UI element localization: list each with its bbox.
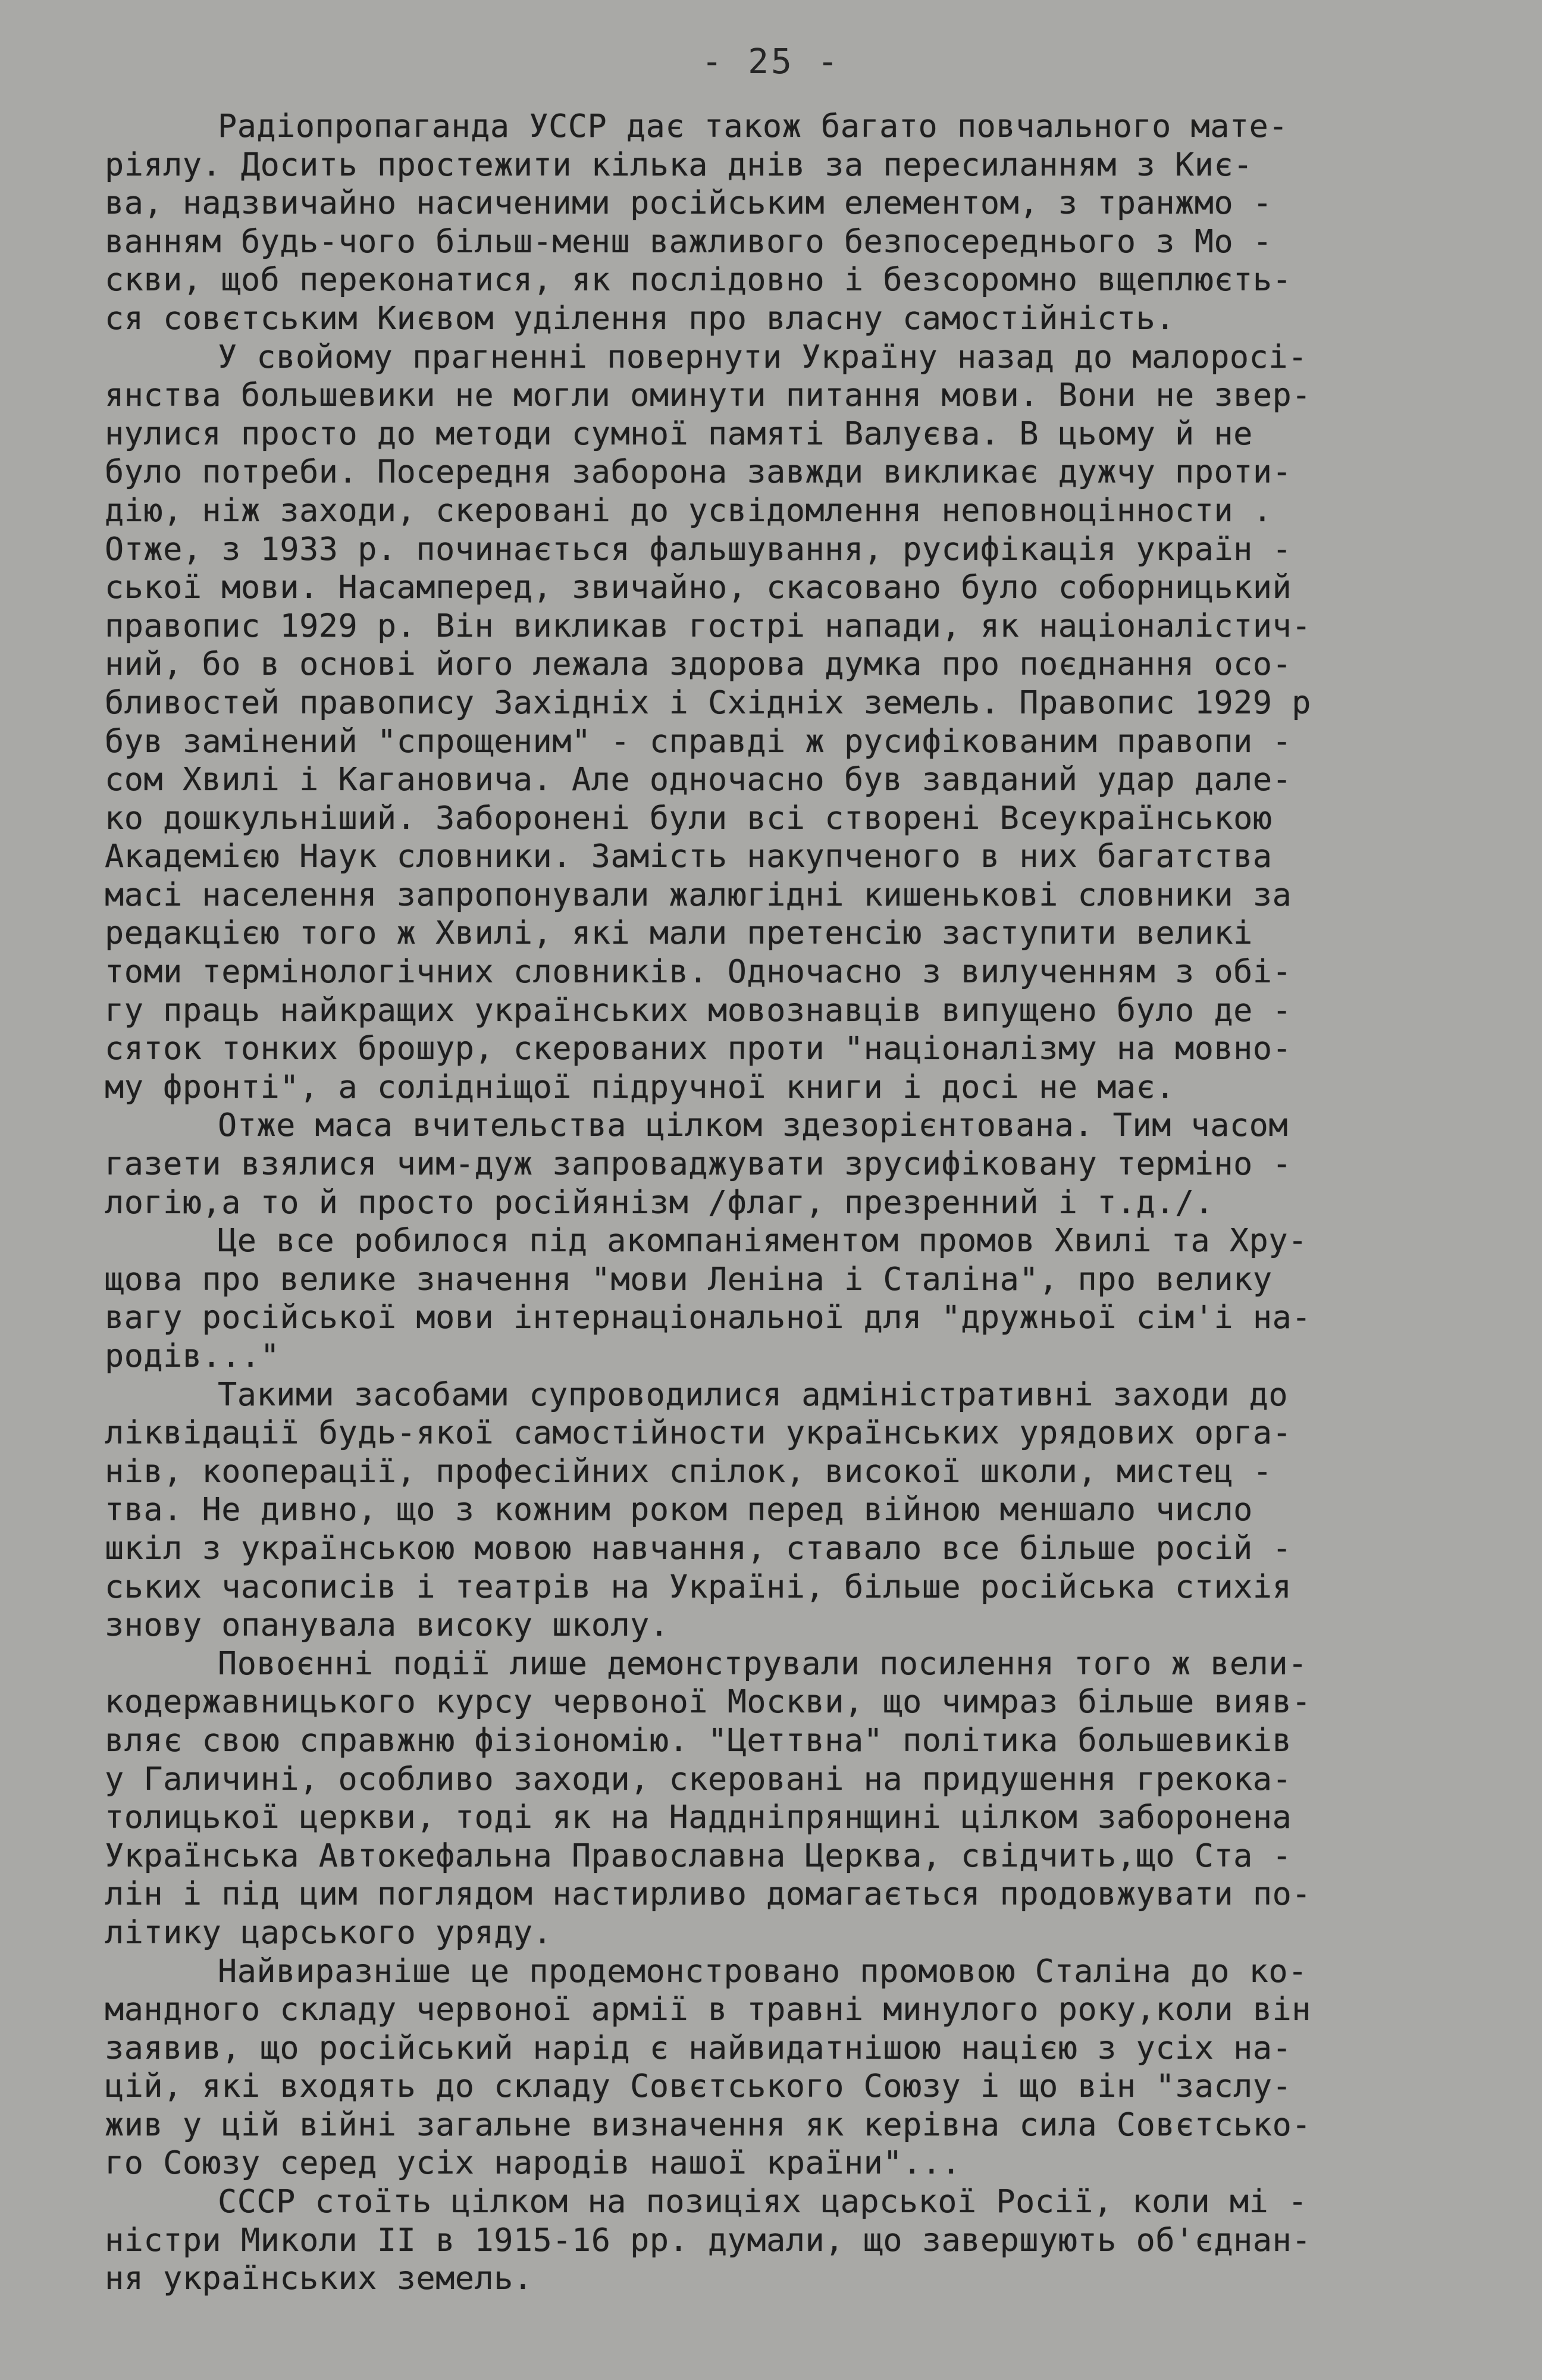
text-line: заявив, що російський нарід є найвидатнішою нацією з усіх на- [105, 2028, 1292, 2066]
text-line: літику царського уряду. [105, 1913, 553, 1951]
text-line: ня українських земель. [105, 2259, 533, 2297]
text-line: мандного складу червоної армії в травні минулого року,коли він [105, 1990, 1312, 2028]
text-line: щова про велике значення "мови Леніна і Сталіна", про велику [105, 1260, 1273, 1298]
text-line: нулися просто до методи сумної памяті Валуєва. В цьому й не [105, 414, 1253, 452]
paragraph [105, 1222, 1461, 1375]
text-line: вляє свою справжню фізіономію. "Цеттвна" політика большевиків [105, 1721, 1292, 1759]
text-line: ріялу. Досить простежити кілька днів за пересиланням з Киє- [105, 145, 1253, 183]
text-line: було потреби. Посередня заборона завжди викликає дужчу проти- [105, 453, 1292, 491]
text-line: правопис 1929 р. Він викликав гострі напади, як націоналістич- [105, 606, 1312, 644]
text-line: ко дошкульніший. Заборонені були всі створені Всеукраїнською [105, 798, 1273, 837]
text-line: бливостей правопису Західніх і Східніх земель. Правопис 1929 р [105, 683, 1312, 721]
text-line: гу праць найкращих українських мовознавців випущено було де - [105, 991, 1292, 1029]
paragraph [105, 1106, 1461, 1222]
text-line: жив у цій війні загальне визначення як керівна сила Совєтсько- [105, 2105, 1312, 2143]
text-line: ванням будь-чого більш-менш важливого безпосереднього з Мо - [105, 222, 1273, 260]
text-line: був замінений "спрощеним" - справді ж русифікованим правопи - [105, 722, 1292, 760]
text-line: Такими засобами супроводилися адміністративні заходи до [218, 1375, 1289, 1413]
text-line: ліквідації будь-якої самостійности українських урядових орга- [105, 1414, 1292, 1452]
text-line: родів..." [105, 1337, 280, 1374]
text-line: шкіл з українською мовою навчання, ставало все більше росій - [105, 1529, 1292, 1567]
text-line: кодержавницького курсу червоної Москви, що чимраз більше вияв- [105, 1683, 1312, 1721]
paragraph [105, 1645, 1461, 1952]
text-line: янства большевики не могли оминути питання мови. Вони не звер- [105, 376, 1312, 414]
text-line: тва. Не дивно, що з кожним роком перед війною меншало число [105, 1490, 1253, 1529]
text-line: знову опанувала високу школу. [105, 1606, 669, 1644]
text-line: СССР стоїть цілком на позиціях царської Росії, коли мі - [218, 2182, 1308, 2221]
text-line: нів, кооперації, професійних спілок, високої школи, мистец - [105, 1452, 1273, 1490]
text-line: Українська Автокефальна Православна Церква, свідчить,що Ста - [105, 1836, 1292, 1874]
text-line: толицької церкви, тоді як на Наддніпрянщині цілком заборонена [105, 1798, 1292, 1836]
text-line: ської мови. Насамперед, звичайно, скасовано було соборницький [105, 568, 1292, 606]
text-line: вагу російської мови інтернаціональної для "дружньої сім'і на- [105, 1298, 1312, 1336]
text-line: ських часописів і театрів на Україні, більше російська стихія [105, 1567, 1292, 1605]
page-number: - 25 - [701, 41, 841, 82]
text-line: Це все робилося під акомпаніяментом промов Хвилі та Хру- [218, 1222, 1308, 1260]
text-line: сом Хвилі і Кагановича. Але одночасно був завданий удар дале- [105, 760, 1292, 798]
text-line: го Союзу серед усіх народів нашої країни"... [105, 2144, 961, 2182]
text-line: У свойому прагненні повернути Україну назад до малоросі- [218, 337, 1308, 375]
text-line: Повоєнні події лише демонстрували посилення того ж вели- [218, 1644, 1308, 1682]
paragraph [105, 2182, 1461, 2298]
text-line: лін і під цим поглядом настирливо домагається продовжувати по- [105, 1875, 1312, 1913]
text-line: му фронті", а солідніщої підручної книги і досі не має. [105, 1067, 1176, 1106]
text-line: дію, ніж заходи, скеровані до усвідомлення неповноцінности . [105, 491, 1273, 529]
text-line: ний, бо в основі його лежала здорова думка про поєднання осо- [105, 645, 1292, 683]
text-line: Отже маса вчительства цілком здезорієнтована. Тим часом [218, 1106, 1289, 1144]
text-line: ся совєтським Києвом уділення про власну самостійність. [105, 299, 1176, 337]
text-line: газети взялися чим-дуж запроваджувати зрусифіковану терміно - [105, 1145, 1292, 1183]
text-line: ва, надзвичайно насиченими російським елементом, з транжмо - [105, 184, 1273, 222]
text-line: ністри Миколи II в 1915-16 рр. думали, що завершують об'єднан- [105, 2221, 1312, 2259]
text-line: Найвиразніше це продемонстровано промовою Сталіна до ко- [218, 1952, 1308, 1990]
paragraph [105, 1952, 1461, 2183]
paragraph [105, 107, 1461, 338]
text-line: сяток тонких брошур, скерованих проти "націоналізму на мовно- [105, 1029, 1292, 1067]
body-text [105, 107, 1461, 2298]
text-line: логію,а то й просто російянізм /флаг, презренний і т.д./. [105, 1183, 1214, 1221]
text-line: Радіопропаганда УССР дає також багато повчального мате- [218, 107, 1289, 145]
text-line: масі населення запропонували жалюгідні кишенькові словники за [105, 875, 1292, 913]
text-line: Отже, з 1933 р. починається фальшування, русифікація україн - [105, 530, 1292, 568]
text-line: редакцією того ж Хвилі, які мали претенсію заступити великі [105, 914, 1253, 952]
paragraph [105, 338, 1461, 1107]
text-line: цій, які входять до складу Совєтського Союзу і що він "заслу- [105, 2067, 1292, 2105]
text-line: скви, щоб переконатися, як послідовно і безсоромно вщеплюєть- [105, 261, 1292, 299]
text-line: Академією Наук словники. Замість накупченого в них багатства [105, 837, 1273, 875]
text-line: томи термінологічних словників. Одночасно з вилученням з обі- [105, 953, 1292, 991]
paragraph [105, 1376, 1461, 1645]
text-line: у Галичині, особливо заходи, скеровані на придушення грекока- [105, 1759, 1292, 1797]
